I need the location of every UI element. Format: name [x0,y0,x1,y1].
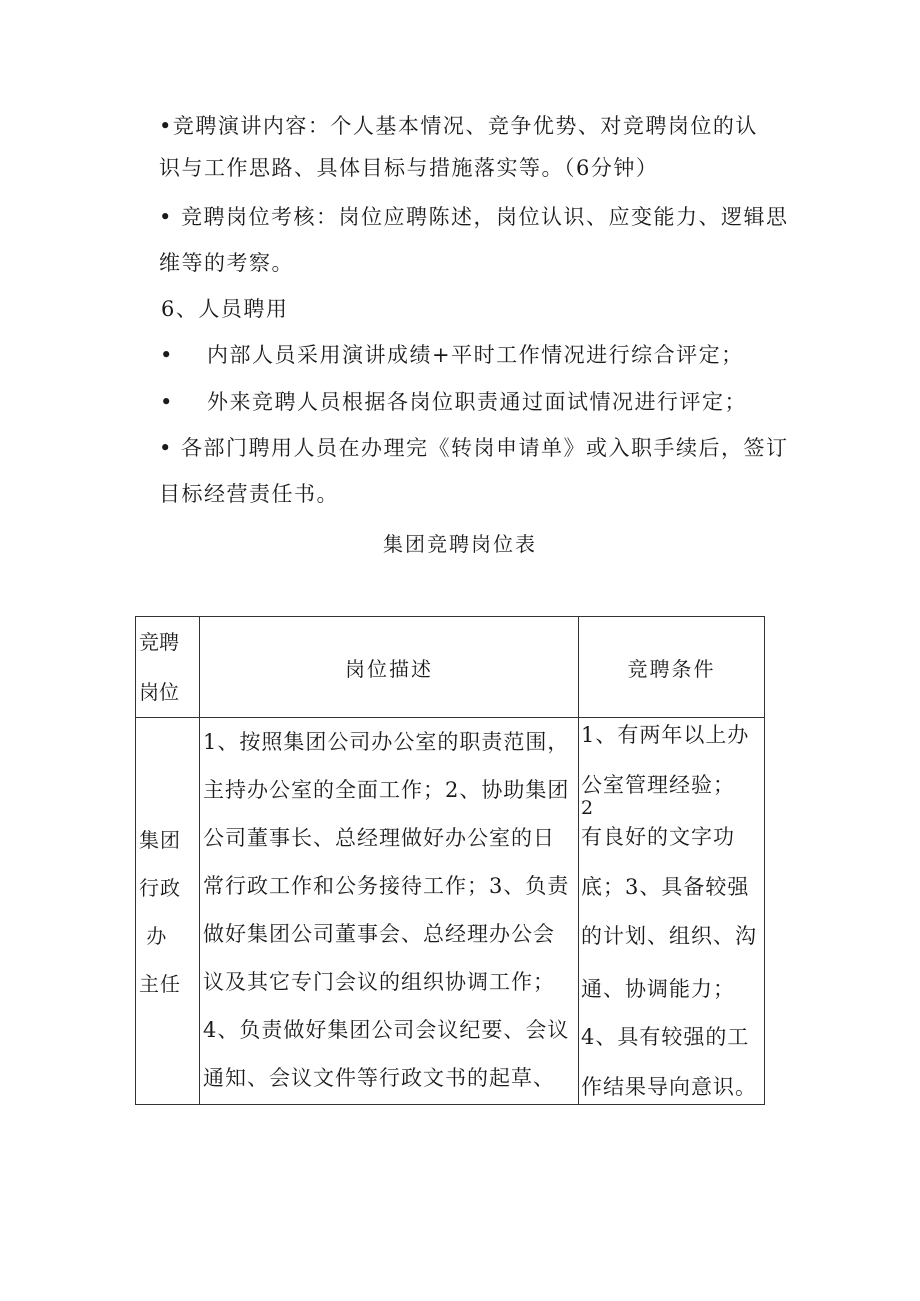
para-assessment-line-1: • 竞聘岗位考核：岗位应聘陈述，岗位认识、应变能力、逻辑思 [159,205,789,229]
header-description: 岗位描述 [200,617,579,718]
bullet-mark: • [160,343,174,367]
bullet-external: 外来竞聘人员根据各岗位职责通过面试情况进行评定； [207,390,747,414]
header-position: 竞聘 岗位 [136,617,200,718]
cell-description: 1、按照集团公司办公室的职责范围， 主持办公室的全面工作；2、协助集团 公司董事长、总经理做好办公室的日 常行政工作和公务接待工作；3、负责 做好集团公司董事会、总经理办公会 议及其它专门会议的组织协调工作； 4、负责做好集团公司会议纪要、会议 通知、会议文件等行政文书的起草、 [200,718,579,1105]
para-assessment-line-2: 维等的考察。 [159,251,294,275]
table-header-row [136,617,765,718]
para-contract-line-2: 目标经营责任书。 [159,482,339,506]
bullet-mark: • [160,390,174,414]
para-contract-line-1: • 各部门聘用人员在办理完《转岗申请单》或入职手续后，签订 [159,436,789,460]
para-speech-line-2: 识与工作思路、具体目标与措施落实等。（6分钟） [159,156,659,180]
cell-position: 集团 行政 办 主任 [136,718,200,1105]
bullet-internal: 内部人员采用演讲成绩+平时工作情况进行综合评定； [207,343,744,367]
header-requirements: 竞聘条件 [579,617,765,718]
table-row [136,718,765,1105]
para-speech-line-1: •竞聘演讲内容：个人基本情况、竞争优势、对竞聘岗位的认 [159,114,758,138]
table-caption: 集团竞聘岗位表 [383,532,537,556]
section-heading: 6、人员聘用 [161,297,289,321]
cell-requirements: 1、有两年以上办 公室管理经验； 2 有良好的文字功 底；3、具备较强 的计划、组织、沟 通、协调能力； 4、具有较强的工 作结果导向意识。 [579,718,765,1105]
positions-table [135,616,765,1105]
